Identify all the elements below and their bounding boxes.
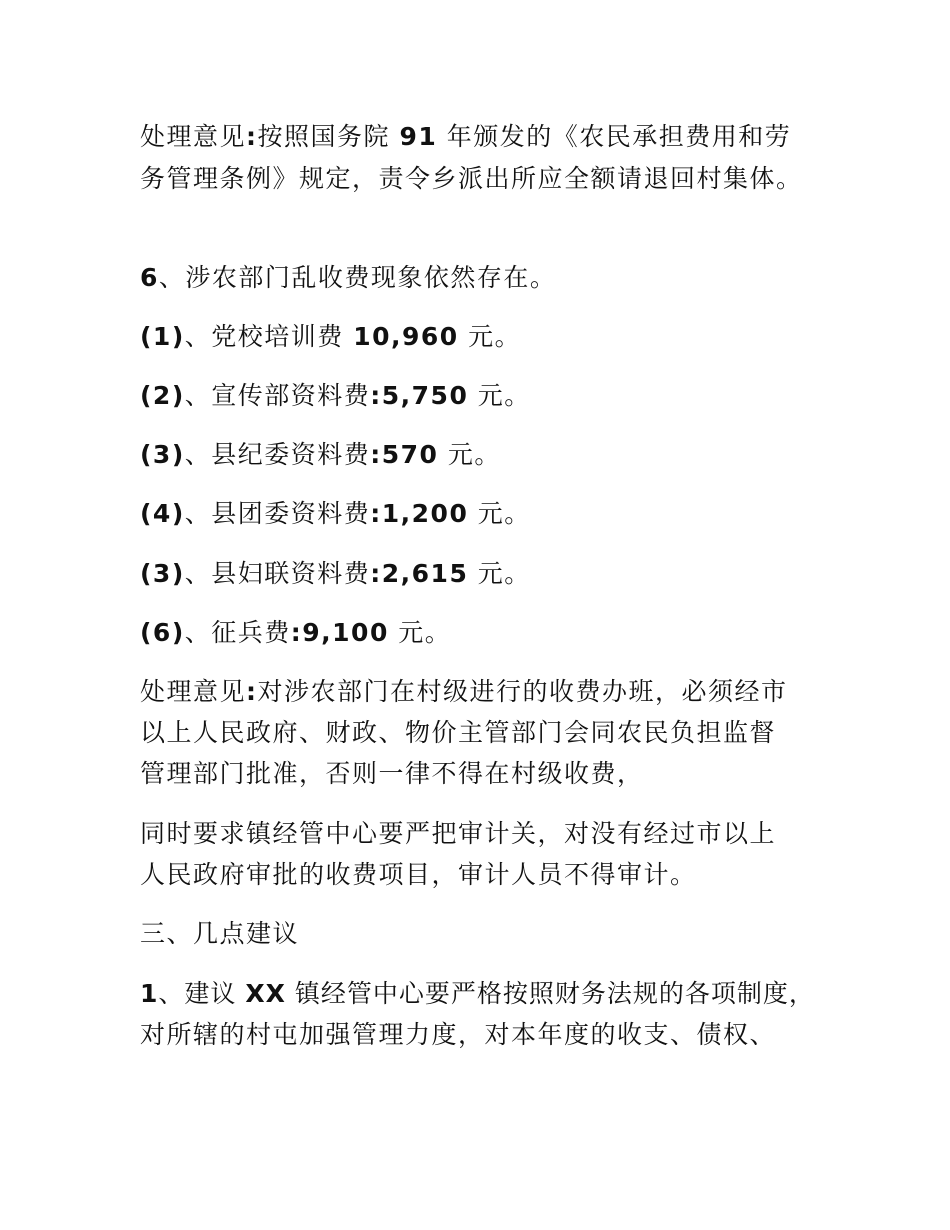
item-colon: :	[290, 618, 303, 647]
item-amount: 1,200	[381, 499, 469, 528]
item-amount: 9,100	[302, 618, 389, 647]
item-label: 、党校培训费	[184, 322, 354, 351]
text-segment: 对涉农部门在村级进行的收费办班，必须经市	[257, 677, 788, 706]
item-colon: :	[370, 499, 382, 528]
item-label: 、县纪委资料费	[184, 440, 371, 469]
list-number: 1	[140, 979, 159, 1008]
item-label: 、县团委资料费	[184, 499, 371, 528]
item-amount: 10,960	[353, 322, 459, 351]
item-number: (2)	[140, 381, 185, 410]
text-segment: 镇经管中心要严格按照财务法规的各项制度，	[285, 979, 815, 1008]
item-label: 、县妇联资料费	[184, 559, 371, 588]
section-number: 6	[140, 263, 159, 292]
year-number: 91	[399, 122, 438, 151]
colon: :	[246, 122, 258, 151]
paragraph-4-line-1	[140, 979, 840, 1009]
paragraph-3-line-1: 同时要求镇经管中心要严把审计关，对没有经过市以上	[140, 819, 777, 848]
paragraph-1-line-2: 务管理条例》规定，责令乡派出所应全额请退回村集体。	[140, 164, 803, 193]
item-colon: :	[370, 440, 382, 469]
fee-item	[140, 440, 840, 470]
item-unit: 元。	[468, 381, 531, 410]
item-number: (1)	[140, 322, 185, 351]
label-opinion: 处理意见	[140, 122, 247, 151]
paragraph-1-line-1	[140, 122, 840, 152]
item-unit: 元。	[468, 559, 531, 588]
item-colon: :	[370, 381, 382, 410]
fee-item	[140, 559, 840, 589]
paragraph-2-line-3: 管理部门批准，否则一律不得在村级收费，	[140, 759, 644, 788]
item-amount: 2,615	[381, 559, 469, 588]
item-unit: 元。	[458, 322, 522, 351]
fee-item	[140, 322, 840, 352]
item-colon: :	[370, 559, 382, 588]
paragraph-2-line-2: 以上人民政府、财政、物价主管部门会同农民负担监督	[140, 718, 777, 747]
item-amount: 570	[381, 440, 439, 469]
fee-item	[140, 381, 840, 411]
town-placeholder: XX	[245, 979, 286, 1008]
section-3-heading: 三、几点建议	[140, 919, 300, 948]
item-unit: 元。	[468, 499, 531, 528]
item-number: (6)	[140, 618, 185, 647]
paragraph-3-line-2: 人民政府审批的收费项目，审计人员不得审计。	[140, 860, 697, 889]
item-label: 、宣传部资料费	[184, 381, 371, 410]
paragraph-4-line-2: 对所辖的村屯加强管理力度，对本年度的收支、债权、	[140, 1020, 777, 1049]
text-segment: 、建议	[158, 979, 246, 1008]
text-segment: 按照国务院	[257, 122, 400, 151]
item-number: (3)	[140, 559, 185, 588]
item-number: (3)	[140, 440, 185, 469]
item-unit: 元。	[388, 618, 452, 647]
item-number: (4)	[140, 499, 185, 528]
item-unit: 元。	[438, 440, 501, 469]
text-segment: 年颁发的《农民承担费用和劳	[437, 122, 792, 151]
fee-item	[140, 618, 840, 648]
item-amount: 5,750	[381, 381, 469, 410]
fee-item	[140, 499, 840, 529]
paragraph-2-line-1	[140, 677, 840, 707]
section-heading-text: 、涉农部门乱收费现象依然存在。	[158, 263, 557, 292]
item-label: 、征兵费	[184, 618, 291, 647]
colon: :	[246, 677, 258, 706]
label-opinion: 处理意见	[140, 677, 247, 706]
section-6-heading	[140, 263, 840, 293]
